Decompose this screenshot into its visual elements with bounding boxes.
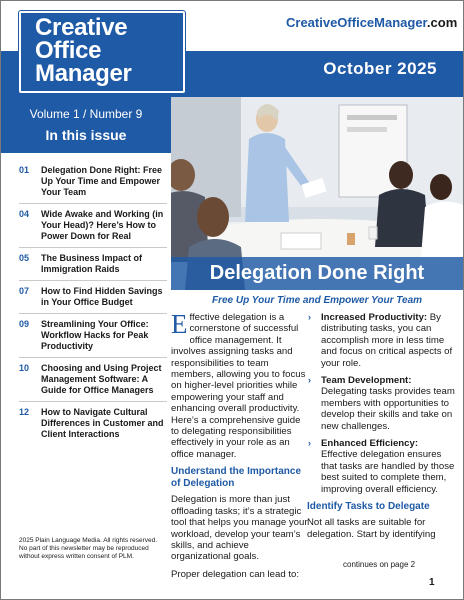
toc-title: How to Find Hidden Savings in Your Office Budget [41, 286, 163, 307]
toc-page-number: 12 [19, 407, 30, 417]
toc-title: How to Navigate Cultural Differences in Customer and Client Interactions [41, 407, 164, 439]
bullet-item [307, 312, 457, 369]
in-this-issue-heading: In this issue [45, 127, 127, 143]
bullet-text: By distributing tasks, you can accomplish more in less time and focus on critical aspects of your role. [321, 312, 453, 369]
toc-title: Choosing and Using Project Management Software: A Guide for Office Managers [41, 363, 162, 395]
section-heading: Identify Tasks to Delegate [307, 501, 430, 513]
site-url[interactable] [286, 15, 457, 30]
article-column-1 [171, 309, 309, 586]
toc-item[interactable] [19, 253, 167, 281]
sidebar-header [1, 97, 171, 153]
toc-item[interactable] [19, 209, 167, 248]
logo-line-1: Creative [35, 14, 128, 41]
logo [19, 11, 185, 93]
site-suffix: .com [426, 15, 458, 30]
article-column-2 [307, 312, 457, 546]
chevron-right-icon: › [308, 312, 311, 322]
article-subtitle: Free Up Your Time and Empower Your Team [211, 295, 423, 306]
table-of-contents [19, 165, 167, 450]
chevron-right-icon: › [308, 438, 311, 449]
toc-item[interactable] [19, 165, 167, 204]
toc-item[interactable] [19, 319, 167, 358]
continues-note: continues on page 2 [343, 560, 416, 569]
bullet-item [307, 375, 457, 432]
intro-text: ffective delegation is a cornerstone of successful office management. It involves assigning tasks and responsibilities to team members, allowing you to focus on higher-level priorities while empowering your staff and enhancing overall productivity. Here’s a comprehensive guide to delegating responsibilities effectively in your role as an office manager. [171, 312, 306, 460]
site-name: CreativeOfficeManager [286, 15, 427, 30]
toc-item[interactable] [19, 407, 167, 445]
bullet-title: Enhanced Efficiency: [321, 438, 419, 450]
drop-cap: E [171, 309, 188, 339]
page-number: 1 [429, 577, 435, 588]
section-heading: Understand the Importance of Delegation [171, 466, 302, 490]
article-title: Delegation Done Right [209, 262, 425, 284]
volume-number: Volume 1 / Number 9 [29, 107, 143, 121]
chevron-right-icon: › [308, 375, 311, 386]
toc-page-number: 05 [19, 253, 30, 263]
toc-page-number: 01 [19, 165, 30, 175]
body-paragraph: Not all tasks are suitable for delegation. Start by identifying [307, 517, 436, 540]
toc-page-number: 10 [19, 363, 30, 373]
bullet-item [307, 438, 457, 495]
toc-page-number: 09 [19, 319, 30, 329]
toc-title: Wide Awake and Working (in Your Head)? Here’s How to Power Down for Real [41, 209, 164, 241]
toc-item[interactable] [19, 286, 167, 314]
toc-page-number: 07 [19, 286, 30, 296]
bullet-text: Delegating tasks provides team members with opportunities to develop their skills and take on new challenges. [321, 386, 455, 432]
toc-title: Streamlining Your Office: Workflow Hacks for Peak Productivity [41, 319, 149, 351]
body-paragraph: Proper delegation can lead to: [171, 568, 300, 580]
issue-date: October 2025 [323, 59, 437, 78]
toc-page-number: 04 [19, 209, 30, 219]
toc-title: The Business Impact of Immigration Raids [41, 253, 143, 274]
copyright-notice: 2025 Plain Language Media. All rights reserved. No part of this newsletter may be reproduced without express written consent of PLM. [19, 537, 158, 560]
body-paragraph: Delegation is more than just offloading tasks; it’s a strategic tool that helps you manage your workload, develop your team’s skills, and achieve organizational goals. [171, 494, 308, 563]
toc-title: Delegation Done Right: Free Up Your Time and Empower Your Team [41, 165, 163, 197]
bullet-text: Effective delegation ensures that tasks are handled by those best suited to complete them, improving overall efficiency. [321, 449, 455, 495]
article-title-banner [171, 257, 463, 290]
toc-item[interactable] [19, 363, 167, 402]
intro-paragraph [171, 309, 309, 460]
logo-line-2: Office [35, 37, 102, 64]
bullet-title: Increased Productivity: [321, 312, 428, 323]
logo-line-3: Manager [35, 60, 132, 87]
bullet-title: Team Development: [321, 375, 412, 387]
